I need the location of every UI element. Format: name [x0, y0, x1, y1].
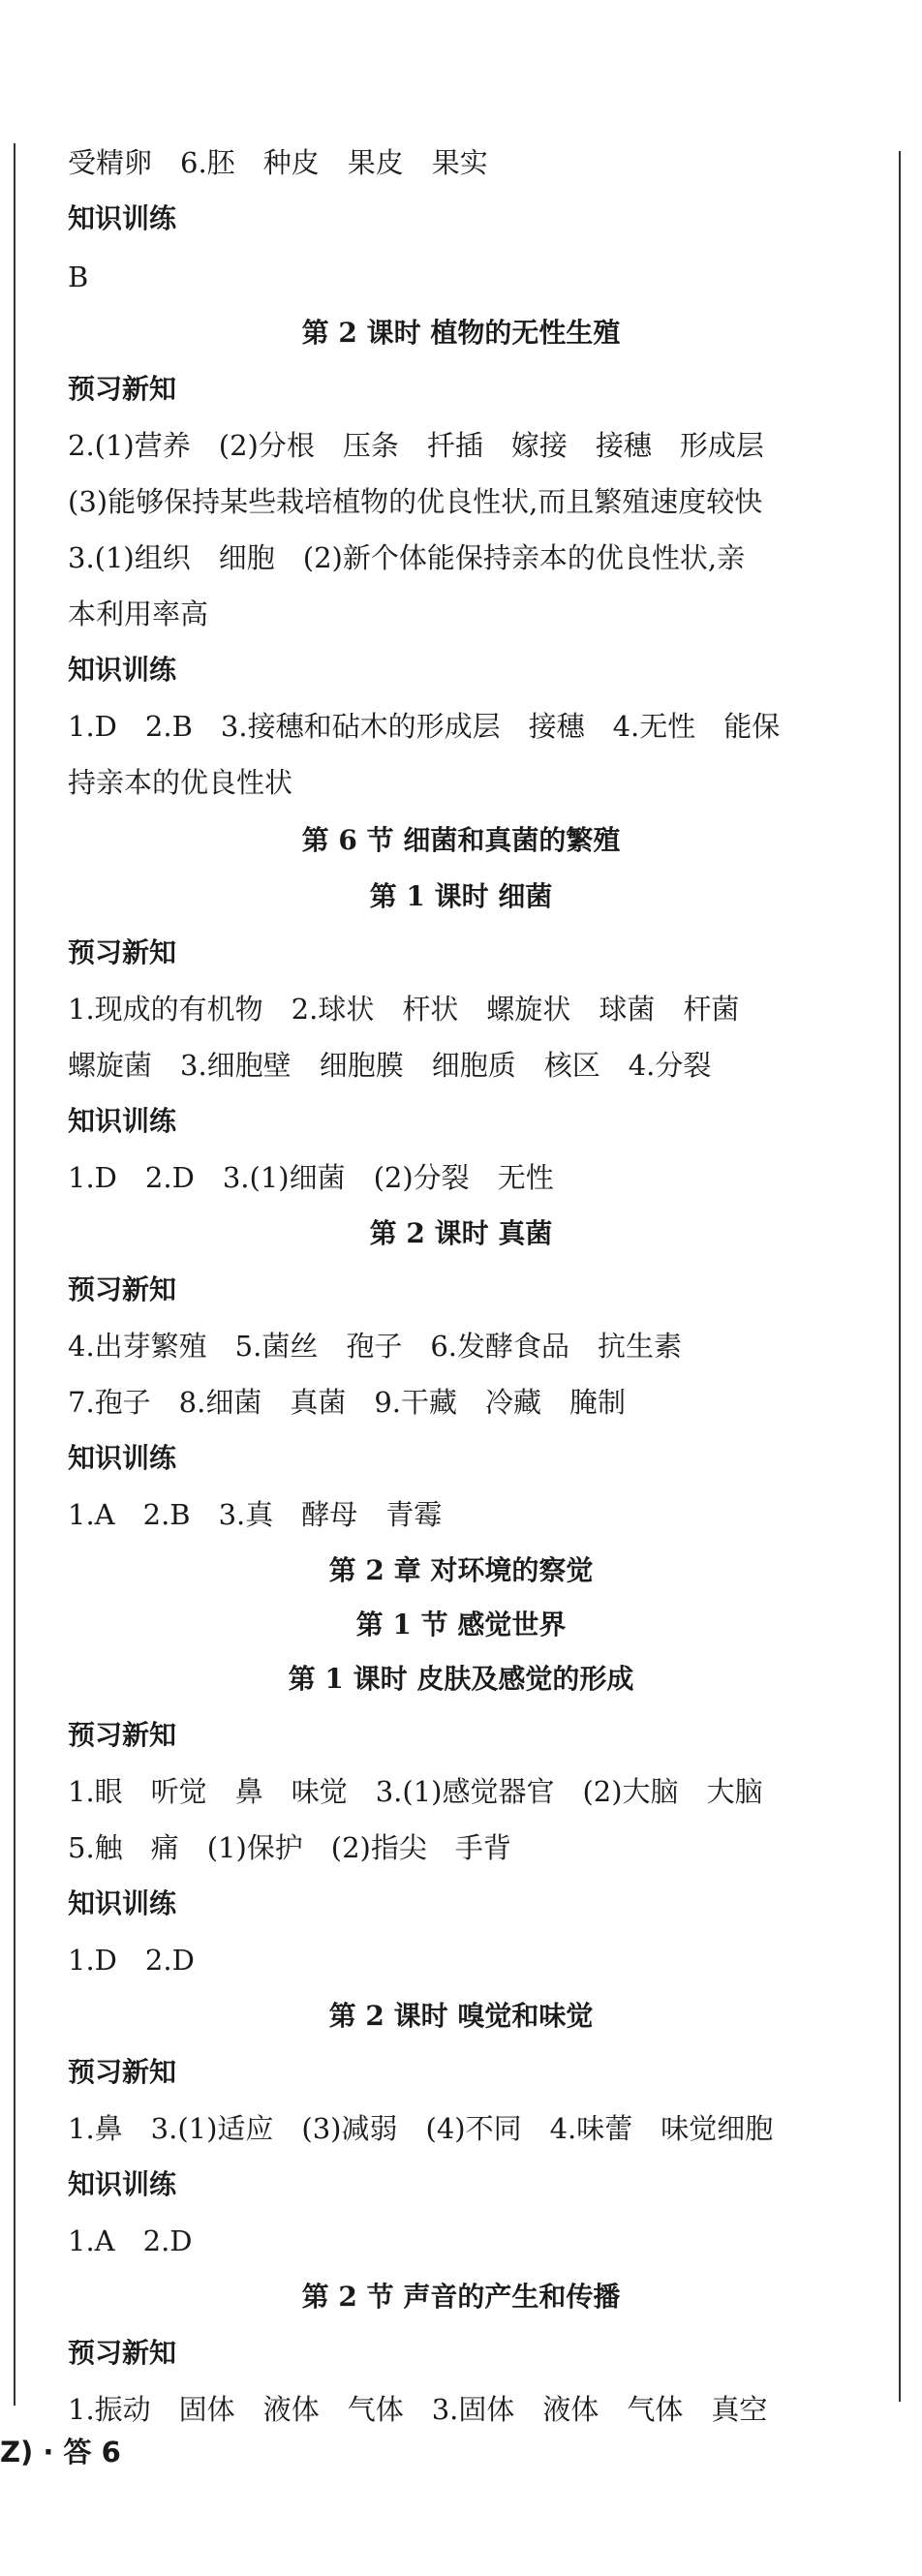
answer-line: 受精卵 6.胚 种皮 果皮 果实 — [68, 146, 488, 179]
answer-line: 1.A 2.D — [68, 2224, 193, 2257]
answer-line: 1.振动 固体 液体 气体 3.固体 液体 气体 真空 — [68, 2393, 768, 2426]
section-title: 第 6 节 细菌和真菌的繁殖 — [301, 824, 621, 856]
answer-line: 螺旋菌 3.细胞壁 细胞膜 细胞质 核区 4.分裂 — [68, 1049, 712, 1082]
lesson-title: 第 1 课时 细菌 — [369, 880, 553, 912]
section-heading: 知识训练 — [68, 1105, 177, 1137]
section-heading: 知识训练 — [68, 202, 177, 234]
left-border-line — [14, 143, 15, 2406]
section-heading: 知识训练 — [68, 654, 177, 686]
section-heading: 知识训练 — [68, 2168, 177, 2200]
answer-line: 1.鼻 3.(1)适应 (3)减弱 (4)不同 4.味蕾 味觉细胞 — [68, 2112, 774, 2145]
answer-line: 1.现成的有机物 2.球状 杆状 螺旋状 球菌 杆菌 — [68, 993, 740, 1026]
section-heading: 预习新知 — [68, 2056, 177, 2088]
answer-line: (3)能够保持某些栽培植物的优良性状,而且繁殖速度较快 — [68, 485, 763, 518]
section-heading: 预习新知 — [68, 373, 177, 405]
lesson-title: 第 2 课时 植物的无性生殖 — [301, 317, 621, 349]
answer-line: 1.D 2.D 3.(1)细菌 (2)分裂 无性 — [68, 1161, 554, 1194]
right-border-line — [899, 151, 901, 2402]
answer-line: 本利用率高 — [68, 598, 209, 630]
page-footer: Z) · 答 6 — [0, 2436, 121, 2469]
answer-line: 1.D 2.D — [68, 1944, 195, 1977]
section-heading: 预习新知 — [68, 2337, 177, 2369]
answer-line: 7.孢子 8.细菌 真菌 9.干藏 冷藏 腌制 — [68, 1386, 627, 1419]
answer-line: 4.出芽繁殖 5.菌丝 孢子 6.发酵食品 抗生素 — [68, 1330, 683, 1363]
answer-line: 持亲本的优良性状 — [68, 766, 293, 799]
answer-line: 2.(1)营养 (2)分根 压条 扦插 嫁接 接穗 形成层 — [68, 429, 764, 462]
answer-line: 1.D 2.B 3.接穗和砧木的形成层 接穗 4.无性 能保 — [68, 710, 781, 743]
answer-line: 1.眼 听觉 鼻 味觉 3.(1)感觉器官 (2)大脑 大脑 — [68, 1775, 763, 1808]
section-title: 第 1 节 感觉世界 — [355, 1609, 567, 1641]
section-title: 第 2 节 声音的产生和传播 — [301, 2281, 621, 2313]
answer-line: 1.A 2.B 3.真 酵母 青霉 — [68, 1498, 443, 1531]
lesson-title: 第 2 课时 嗅觉和味觉 — [328, 2000, 594, 2032]
section-heading: 知识训练 — [68, 1442, 177, 1474]
section-heading: 预习新知 — [68, 1273, 177, 1305]
lesson-title: 第 1 课时 皮肤及感觉的形成 — [288, 1663, 634, 1695]
section-heading: 预习新知 — [68, 1719, 177, 1751]
section-heading: 预习新知 — [68, 936, 177, 968]
answer-line: B — [68, 261, 89, 293]
answer-line: 3.(1)组织 细胞 (2)新个体能保持亲本的优良性状,亲 — [68, 541, 746, 574]
lesson-title: 第 2 课时 真菌 — [369, 1217, 553, 1249]
answer-line: 5.触 痛 (1)保护 (2)指尖 手背 — [68, 1831, 511, 1864]
section-heading: 知识训练 — [68, 1887, 177, 1919]
chapter-title: 第 2 章 对环境的察觉 — [328, 1554, 594, 1586]
